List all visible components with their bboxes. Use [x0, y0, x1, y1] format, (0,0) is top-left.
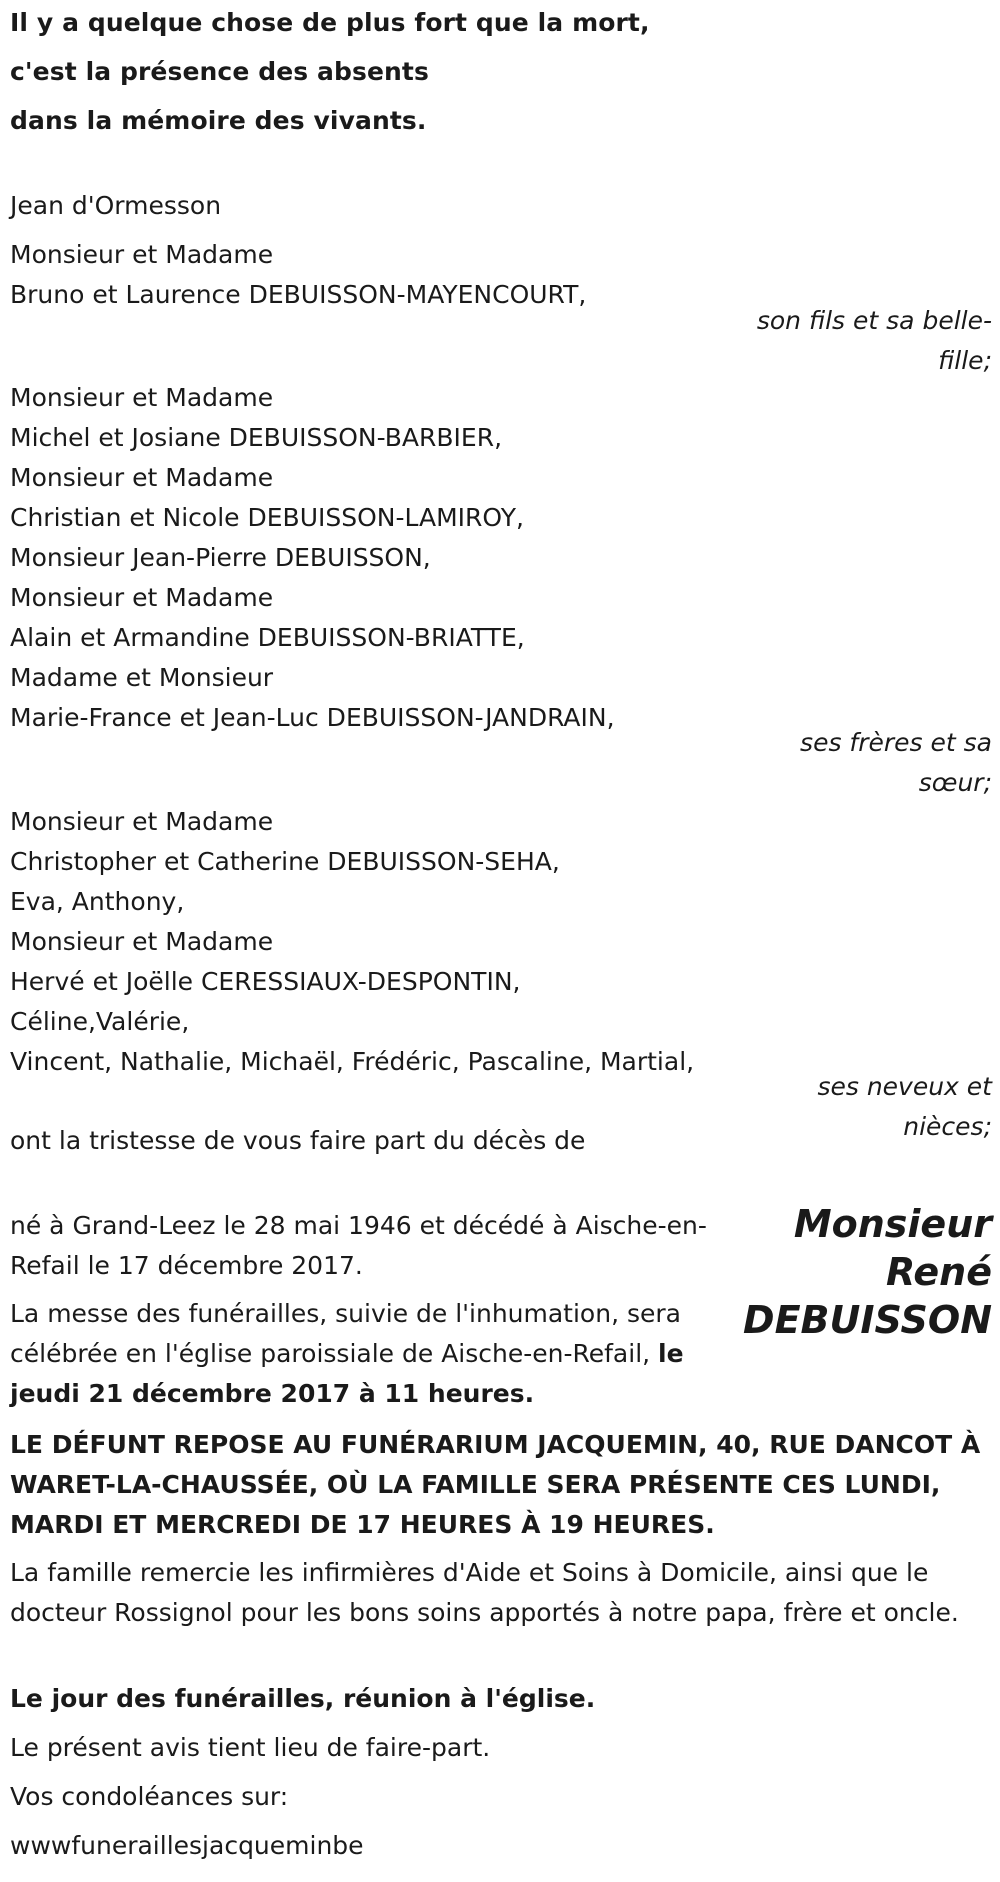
- condolences-label: Vos condoléances sur:: [10, 1782, 289, 1811]
- quote-line-1: Il y a quelque chose de plus fort que la mort,: [10, 8, 650, 37]
- family-line: Eva, Anthony,: [10, 887, 185, 916]
- family-line: Madame et Monsieur: [10, 663, 274, 692]
- deceased-last-name: DEBUISSON: [743, 1298, 992, 1342]
- family-line: Monsieur et Madame: [10, 463, 274, 492]
- meeting-text: Le jour des funérailles, réunion à l'église.: [10, 1684, 596, 1713]
- family-line: Christopher et Catherine DEBUISSON-SEHA,: [10, 847, 560, 876]
- mass-date: le jeudi 21 décembre 2017 à 11 heures.: [10, 1339, 684, 1408]
- deceased-title: Monsieur: [793, 1202, 992, 1246]
- mass-prefix: La messe des funérailles, suivie de l'inhumation, sera célébrée en l'église paroissiale de Aische-en-Refail,: [10, 1299, 681, 1368]
- family-line: Vincent, Nathalie, Michaël, Frédéric, Pascaline, Martial,: [10, 1047, 695, 1076]
- deceased-name: [732, 1200, 992, 1344]
- family-line: Monsieur et Madame: [10, 240, 274, 269]
- family-role-siblings: ses frères et sa sœur;: [800, 728, 992, 797]
- family-line: Monsieur et Madame: [10, 583, 274, 612]
- family-line: Bruno et Laurence DEBUISSON-MAYENCOURT,: [10, 280, 587, 309]
- family-line: Christian et Nicole DEBUISSON-LAMIROY,: [10, 503, 524, 532]
- family-line: Monsieur et Madame: [10, 927, 274, 956]
- family-line: Alain et Armandine DEBUISSON-BRIATTE,: [10, 623, 525, 652]
- repose-text: LE DÉFUNT REPOSE AU FUNÉRARIUM JACQUEMIN, 40, RUE DANCOT À WARET-LA-CHAUSSÉE, OÙ LA FAMILLE SERA PRÉSENTE CES LUNDI, MARDI ET MERCREDI DE 17 HEURES À 19 HEURES.: [10, 1430, 981, 1539]
- quote-line-2: c'est la présence des absents: [10, 57, 429, 86]
- family-line: Michel et Josiane DEBUISSON-BARBIER,: [10, 423, 503, 452]
- family-role-nephews: ses neveux et nièces;: [817, 1072, 992, 1141]
- family-line: Céline,Valérie,: [10, 1007, 190, 1036]
- family-line: Monsieur et Madame: [10, 807, 274, 836]
- website-text: wwwfuneraillesjacqueminbe: [10, 1831, 364, 1860]
- family-line: Hervé et Joëlle CERESSIAUX-DESPONTIN,: [10, 967, 521, 996]
- family-line: Monsieur et Madame: [10, 383, 274, 412]
- announcement: ont la tristesse de vous faire part du décès de: [10, 1126, 586, 1155]
- thanks-text: La famille remercie les infirmières d'Aide et Soins à Domicile, ainsi que le docteur Rossignol pour les bons soins apportés à notre papa, frère et oncle.: [10, 1558, 959, 1627]
- quote-author: Jean d'Ormesson: [10, 191, 222, 220]
- quote-line-3: dans la mémoire des vivants.: [10, 106, 427, 135]
- family-line: Monsieur Jean-Pierre DEBUISSON,: [10, 543, 431, 572]
- notice-text: Le présent avis tient lieu de faire-part.: [10, 1733, 491, 1762]
- birth-death-text: né à Grand-Leez le 28 mai 1946 et décédé à Aische-en-Refail le 17 décembre 2017.: [10, 1211, 707, 1280]
- family-role-son: son fils et sa belle-fille;: [756, 306, 992, 375]
- deceased-first-name: René: [886, 1250, 992, 1294]
- family-line: Marie-France et Jean-Luc DEBUISSON-JANDRAIN,: [10, 703, 615, 732]
- mass-text: [10, 1294, 720, 1414]
